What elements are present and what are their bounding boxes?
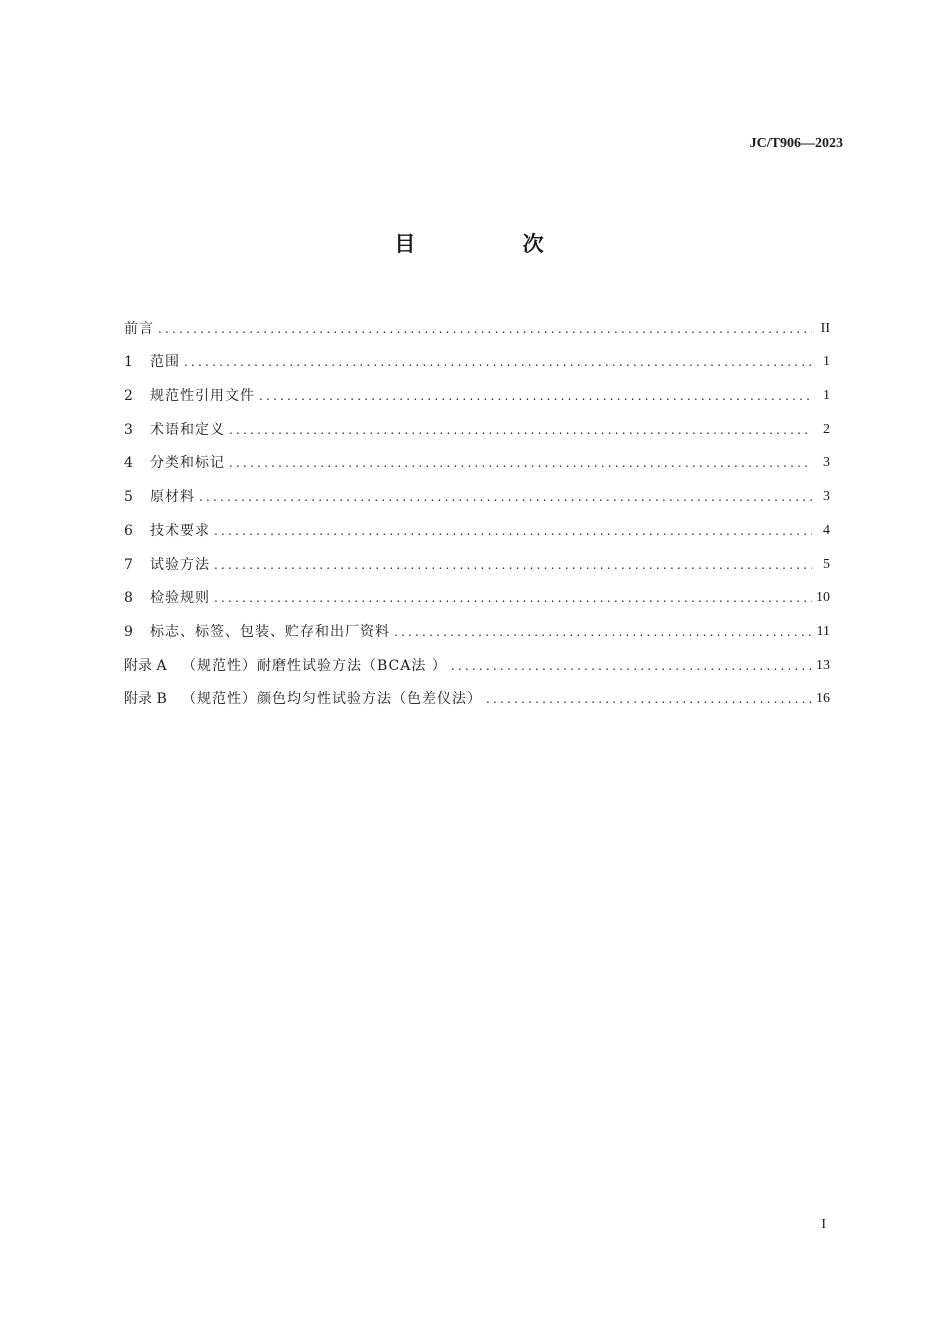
page-title: 目 次 bbox=[394, 232, 594, 256]
toc-dot-leader bbox=[214, 555, 812, 575]
table-of-contents bbox=[124, 305, 830, 709]
toc-dot-leader bbox=[259, 386, 812, 406]
toc-entry-7[interactable] bbox=[124, 541, 830, 575]
toc-entry-page: 1 bbox=[823, 354, 830, 370]
toc-entry-label: 术语和定义 bbox=[150, 421, 225, 438]
toc-dot-leader bbox=[394, 622, 812, 642]
toc-dot-leader bbox=[214, 521, 812, 541]
toc-entry-page: 10 bbox=[816, 590, 830, 606]
toc-entry-page: 3 bbox=[823, 455, 830, 471]
toc-entry-appendix-a[interactable] bbox=[124, 642, 830, 676]
toc-entry-number: 9 bbox=[124, 623, 133, 640]
toc-dot-leader bbox=[229, 453, 812, 473]
toc-entry-page: 11 bbox=[816, 623, 830, 639]
toc-entry-6[interactable] bbox=[124, 507, 830, 541]
toc-dot-leader bbox=[486, 689, 812, 709]
toc-entry-number: 5 bbox=[124, 489, 133, 506]
toc-entry-number: 3 bbox=[124, 421, 133, 438]
toc-entry-8[interactable] bbox=[124, 575, 830, 609]
toc-entry-page: 16 bbox=[816, 691, 830, 707]
toc-entry-page: 2 bbox=[823, 421, 830, 437]
toc-entry-page: 3 bbox=[823, 489, 830, 505]
toc-entry-page: II bbox=[820, 320, 830, 336]
toc-entry-label: （规范性）颜色均匀性试验方法（色差仪法） bbox=[182, 691, 482, 708]
toc-entry-label: 原材料 bbox=[150, 489, 195, 506]
toc-entry-4[interactable] bbox=[124, 440, 830, 474]
toc-dot-leader bbox=[229, 420, 812, 440]
toc-entry-label: 前言 bbox=[124, 320, 154, 337]
toc-dot-leader bbox=[199, 487, 812, 507]
toc-entry-number: 附录 A bbox=[124, 657, 167, 674]
toc-entry-number: 附录 B bbox=[124, 691, 167, 708]
toc-entry-label: （规范性）耐磨性试验方法（BCA法 ） bbox=[182, 657, 447, 674]
standard-code: JC/T906—2023 bbox=[749, 136, 843, 151]
toc-entry-page: 13 bbox=[816, 657, 830, 673]
toc-dot-leader bbox=[214, 588, 812, 608]
toc-entry-label: 分类和标记 bbox=[150, 455, 225, 472]
toc-entry-label: 规范性引用文件 bbox=[150, 388, 255, 405]
toc-entry-number: 4 bbox=[124, 455, 133, 472]
toc-entry-label: 标志、标签、包装、贮存和出厂资料 bbox=[150, 623, 390, 640]
toc-entry-label: 范围 bbox=[150, 354, 180, 371]
toc-dot-leader bbox=[451, 656, 812, 676]
toc-entry-2[interactable] bbox=[124, 372, 830, 406]
toc-entry-5[interactable] bbox=[124, 473, 830, 507]
toc-entry-number: 1 bbox=[124, 354, 133, 371]
toc-entry-9[interactable] bbox=[124, 608, 830, 642]
toc-entry-page: 5 bbox=[823, 556, 830, 572]
toc-dot-leader bbox=[158, 319, 812, 339]
toc-entry-1[interactable] bbox=[124, 339, 830, 373]
toc-entry-appendix-b[interactable] bbox=[124, 676, 830, 710]
toc-entry-3[interactable] bbox=[124, 406, 830, 440]
toc-entry-page: 4 bbox=[823, 522, 830, 538]
toc-entry-page: 1 bbox=[823, 388, 830, 404]
toc-entry-number: 2 bbox=[124, 388, 133, 405]
toc-entry-number: 6 bbox=[124, 522, 133, 539]
toc-dot-leader bbox=[184, 352, 812, 372]
page-number: I bbox=[821, 1217, 826, 1232]
toc-entry-foreword[interactable] bbox=[124, 305, 830, 339]
toc-entry-label: 检验规则 bbox=[150, 590, 210, 607]
toc-entry-label: 试验方法 bbox=[150, 556, 210, 573]
toc-entry-number: 8 bbox=[124, 590, 133, 607]
toc-entry-number: 7 bbox=[124, 556, 133, 573]
toc-entry-label: 技术要求 bbox=[150, 522, 210, 539]
